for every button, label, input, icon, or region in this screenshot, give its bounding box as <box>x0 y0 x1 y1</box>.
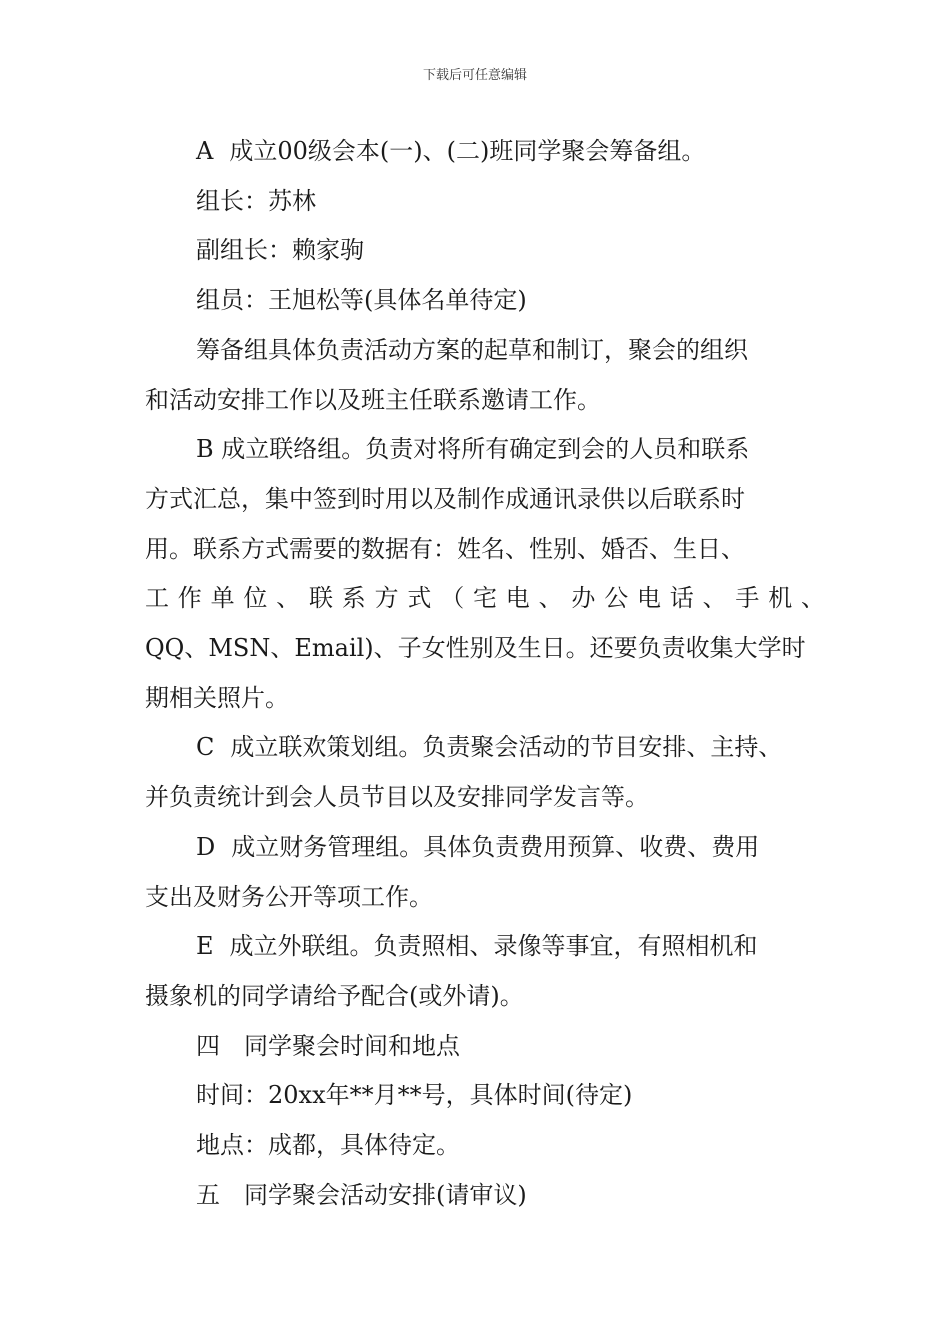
paragraph-b-line6: 期相关照片。 <box>145 683 289 712</box>
paragraph-b-line4: 工作单位、联系方式（宅电、办公电话、手机、 <box>145 584 825 613</box>
paragraph-c-line1 <box>145 723 825 773</box>
paragraph-b-line3: 用。联系方式需要的数据有：姓名、性别、婚否、生日、 <box>145 534 745 563</box>
item-label-a: A <box>196 137 214 165</box>
item-label-e: E <box>196 932 214 961</box>
paragraph-d-line1 <box>145 823 825 873</box>
item-text-a: 成立00级会本(一)、(二)班同学聚会筹备组。 <box>229 137 706 165</box>
section-five-title: 同学聚会活动安排(请审议) <box>244 1180 527 1209</box>
prep-group-desc-line1: 筹备组具体负责活动方案的起草和制订，聚会的组织 <box>196 335 748 364</box>
members-line: 组员：王旭松等(具体名单待定) <box>196 286 527 315</box>
paragraph-b-line2: 方式汇总，集中签到时用以及制作成通讯录供以后联系时 <box>145 484 745 513</box>
paragraph-e-line1 <box>145 922 825 972</box>
paragraph-e-line2: 摄象机的同学请给予配合(或外请)。 <box>145 981 524 1010</box>
item-label-d: D <box>196 832 216 861</box>
paragraph-b-line5: QQ、MSN、Email)、子女性别及生日。还要负责收集大学时 <box>145 634 806 663</box>
location-line: 地点：成都，具体待定。 <box>196 1131 460 1160</box>
section-four-heading <box>145 1022 825 1072</box>
paragraph-b-line1: B 成立联络组。负责对将所有确定到会的人员和联系 <box>196 435 750 464</box>
item-text-d: 成立财务管理组。具体负责费用预算、收费、费用 <box>231 832 760 861</box>
section-four-number: 四 <box>196 1031 220 1060</box>
item-text-e: 成立外联组。负责照相、录像等事宜，有照相机和 <box>229 932 758 961</box>
paragraph-c-line2: 并负责统计到会人员节目以及安排同学发言等。 <box>145 783 649 812</box>
group-leader-line: 组长：苏林 <box>196 186 316 215</box>
item-text-c: 成立联欢策划组。负责聚会活动的节目安排、主持、 <box>230 733 783 762</box>
section-five-heading <box>145 1171 825 1221</box>
section-five-number: 五 <box>196 1180 220 1209</box>
deputy-leader-line: 副组长：赖家驹 <box>196 236 364 265</box>
paragraph-a <box>145 127 825 177</box>
item-label-c: C <box>196 733 215 762</box>
paragraph-d-line2: 支出及财务公开等项工作。 <box>145 882 433 911</box>
time-line: 时间：20xx年**月**号，具体时间(待定) <box>196 1081 633 1110</box>
prep-group-desc-line2: 和活动安排工作以及班主任联系邀请工作。 <box>145 385 601 414</box>
section-four-title: 同学聚会时间和地点 <box>244 1031 460 1060</box>
page-header: 下载后可任意编辑 <box>422 68 527 83</box>
document-body <box>145 127 825 1220</box>
